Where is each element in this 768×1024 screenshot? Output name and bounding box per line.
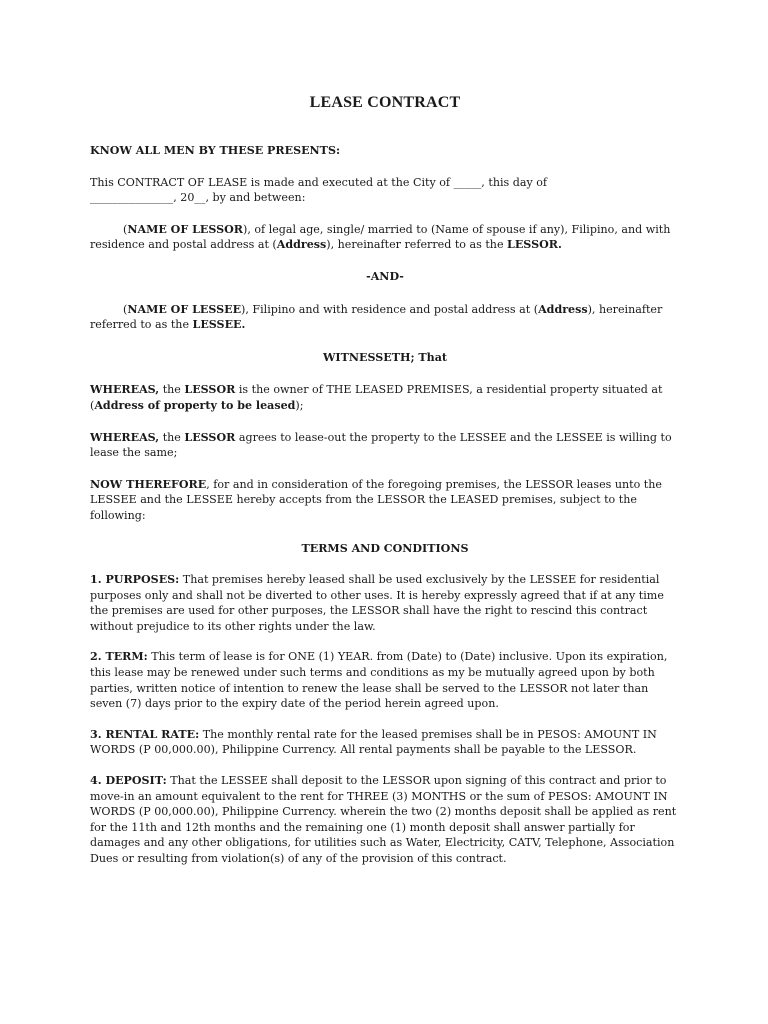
and-separator: -AND-	[366, 269, 404, 283]
whereas-2-text-2: agrees to lease-out the property to the LESSEE and the LESSEE is willing to lease the same;	[90, 430, 672, 460]
document-title: LEASE CONTRACT	[309, 94, 461, 111]
lessee-address-placeholder: Address	[538, 302, 588, 316]
clause-heading: 2. TERM:	[90, 650, 148, 664]
lessor-open-paren: (	[123, 222, 128, 236]
clause-text: This term of lease is for ONE (1) YEAR. from (Date) to (Date) inclusive. Upon its expiration, this lease may be renewed under such terms and conditions as my be mutually agreed upon by both parties, written notice of intention to renew the lease shall be served to the LESSOR not later than seven (7) days prior to the expiry date of the period herein agreed upon.	[90, 650, 668, 711]
now-therefore-text: , for and in consideration of the foregoing premises, the LESSOR leases unto the LESSEE and the LESSEE hereby accepts from the LESSOR the LEASED premises, subject to the following:	[90, 477, 662, 522]
lessee-text-1: ), Filipino and with residence and postal address at (	[241, 302, 539, 316]
whereas-1-property-address: Address of property to be leased	[94, 398, 296, 412]
clause-text: That the LESSEE shall deposit to the LESSOR upon signing of this contract and prior to move-in an amount equivalent to the rent for THREE (3) MONTHS or the sum of PESOS: AMOUNT IN WORDS (P 00,000.00), Philippine Currency. wherein the two (2) months deposit shall be applied as rent for the 11th and 12th months and the remaining one (1) month deposit shall answer partially for damages and any other obligations, for utilities such as Water, Electricity, CATV, Telephone, Association Dues or resulting from violation(s) of any of the provision of this contract.	[90, 774, 677, 865]
whereas-1-lessor: LESSOR	[184, 383, 236, 397]
witnesseth-heading: WITNESSETH; That	[322, 350, 448, 364]
intro-paragraph	[90, 175, 680, 206]
clause-heading: 4. DEPOSIT:	[90, 774, 167, 788]
lessor-text-2: ), hereinafter referred to as the	[326, 238, 508, 252]
lessee-party-paragraph	[90, 302, 680, 333]
lessee-text-2: ), hereinafter referred to as the	[90, 302, 663, 332]
now-therefore-clause	[90, 477, 680, 524]
intro-line-2: _______________, 20__, by and between:	[90, 191, 306, 205]
whereas-clause-1	[90, 382, 680, 413]
clause-heading: 3. RENTAL RATE:	[90, 727, 200, 741]
whereas-2-keyword: WHEREAS,	[90, 430, 160, 444]
now-therefore-keyword: NOW THEREFORE	[90, 477, 207, 491]
clause-rental-rate	[90, 727, 680, 758]
whereas-1-text-2: is the owner of THE LEASED PREMISES, a residential property situated at (	[90, 383, 663, 412]
clause-text: The monthly rental rate for the leased premises shall be in PESOS: AMOUNT IN WORDS (P 00,000.00), Philippine Currency. All rental payments shall be payable to the LESSOR.	[90, 727, 657, 757]
lessee-open-paren: (	[123, 302, 128, 316]
lessee-name-placeholder: NAME OF LESSEE	[127, 302, 242, 316]
lessee-label: LESSEE.	[192, 318, 246, 332]
whereas-1-text-1: the	[159, 383, 185, 397]
document-body	[90, 94, 680, 883]
lessor-label: LESSOR.	[507, 238, 562, 252]
clause-heading: 1. PURPOSES:	[90, 573, 180, 587]
lessor-text-1: ), of legal age, single/ married to (Name of spouse if any), Filipino, and with residence and postal address at (	[90, 222, 671, 252]
whereas-1-keyword: WHEREAS,	[90, 383, 160, 397]
clause-text: That premises hereby leased shall be used exclusively by the LESSEE for residential purposes only and shall not be diverted to other uses. It is hereby expressly agreed that if at any time the premises are used for other purposes, the LESSOR shall have the right to rescind this contract without prejudice to its other rights under the law.	[90, 573, 664, 633]
opening-statement: KNOW ALL MEN BY THESE PRESENTS:	[90, 144, 341, 157]
terms-heading: TERMS AND CONDITIONS	[301, 541, 469, 555]
lessor-party-paragraph	[90, 222, 680, 253]
whereas-2-text-1: the	[159, 430, 185, 444]
lessor-name-placeholder: NAME OF LESSOR	[127, 222, 243, 236]
whereas-2-lessor: LESSOR	[184, 430, 236, 444]
whereas-1-text-3: );	[295, 398, 304, 412]
lessor-address-placeholder: Address	[276, 238, 327, 252]
whereas-clause-2	[90, 430, 680, 461]
clause-deposit	[90, 773, 680, 867]
clause-purposes	[90, 572, 680, 634]
clause-term	[90, 649, 680, 711]
intro-line-1: This CONTRACT OF LEASE is made and executed at the City of _____, this day of	[90, 175, 548, 189]
